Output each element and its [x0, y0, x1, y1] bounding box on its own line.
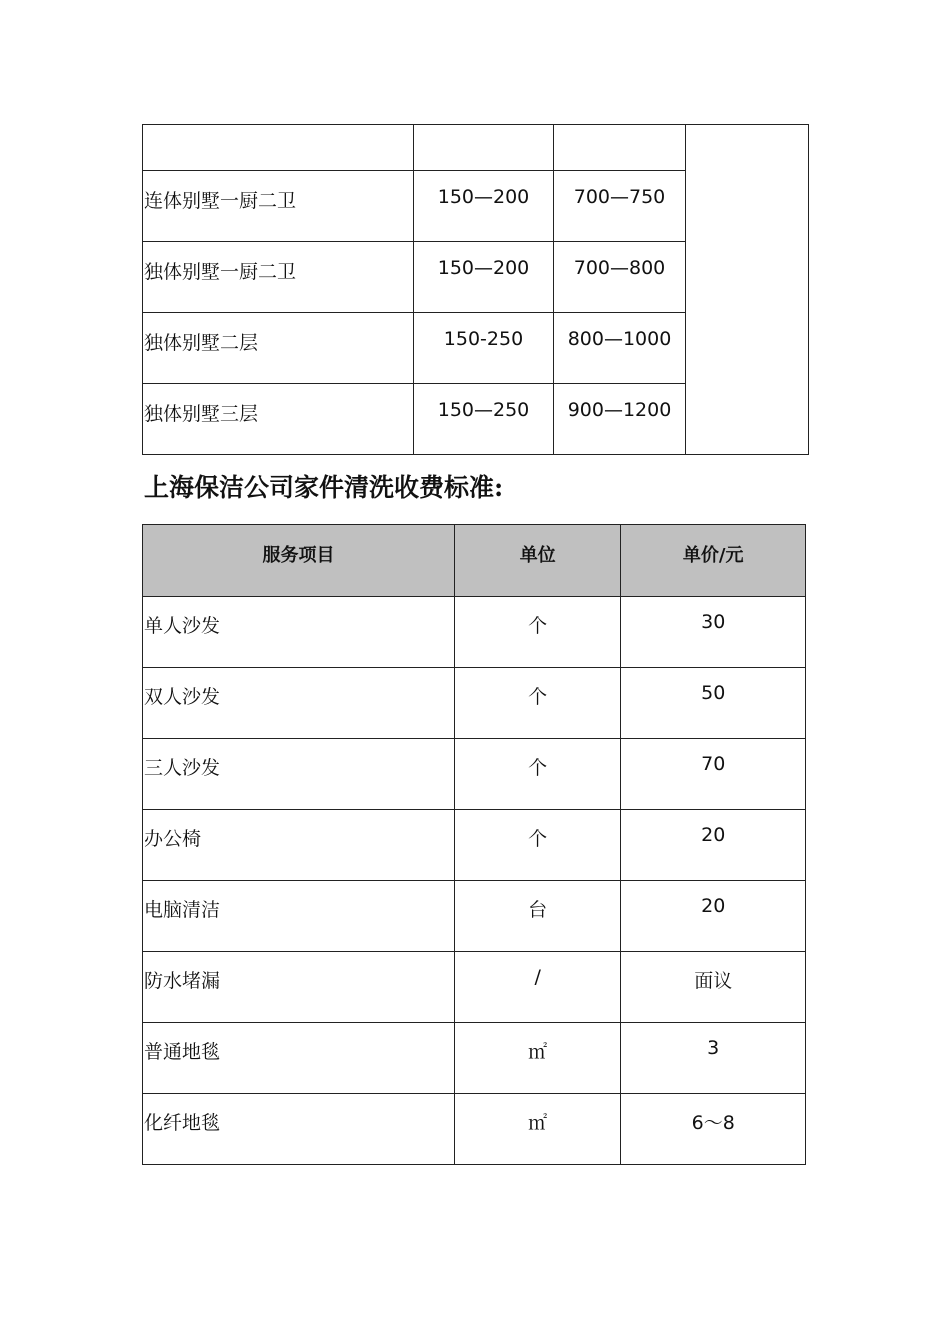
- villa-type: 独体别墅二层: [143, 313, 414, 384]
- villa-area: 150—200: [414, 171, 554, 242]
- service-unit: 个: [454, 739, 621, 810]
- table-row: [143, 881, 806, 952]
- service-price: 70: [621, 739, 806, 810]
- villa-area: 150—200: [414, 242, 554, 313]
- table-header-row: [143, 525, 806, 597]
- service-item: 普通地毯: [143, 1023, 455, 1094]
- service-unit: 个: [454, 810, 621, 881]
- table-row: [143, 125, 809, 171]
- column-header-item: 服务项目: [143, 525, 455, 597]
- service-item: 电脑清洁: [143, 881, 455, 952]
- service-price: 30: [621, 597, 806, 668]
- service-unit: ㎡: [454, 1023, 621, 1094]
- table-cell: [143, 125, 414, 171]
- table-row: [143, 810, 806, 881]
- service-item: 办公椅: [143, 810, 455, 881]
- service-unit: 台: [454, 881, 621, 952]
- service-price: 20: [621, 810, 806, 881]
- service-price: 6～8: [621, 1094, 806, 1165]
- service-item: 化纤地毯: [143, 1094, 455, 1165]
- villa-price-table: [142, 124, 809, 455]
- furniture-cleaning-table: [142, 524, 806, 1165]
- service-price: 3: [621, 1023, 806, 1094]
- service-unit: 个: [454, 597, 621, 668]
- service-price: 面议: [621, 952, 806, 1023]
- service-unit: /: [454, 952, 621, 1023]
- villa-price: 800—1000: [554, 313, 686, 384]
- service-price: 50: [621, 668, 806, 739]
- table-row: [143, 952, 806, 1023]
- villa-type: 连体别墅一厨二卫: [143, 171, 414, 242]
- service-item: 单人沙发: [143, 597, 455, 668]
- service-unit: ㎡: [454, 1094, 621, 1165]
- service-item: 三人沙发: [143, 739, 455, 810]
- table-row: [143, 739, 806, 810]
- table-row: [143, 597, 806, 668]
- service-price: 20: [621, 881, 806, 952]
- table-cell: [554, 125, 686, 171]
- service-item: 双人沙发: [143, 668, 455, 739]
- table-row: [143, 668, 806, 739]
- section-heading: 上海保洁公司家件清洗收费标准:: [144, 473, 504, 502]
- service-item: 防水堵漏: [143, 952, 455, 1023]
- table-row: [143, 1094, 806, 1165]
- villa-price: 700—800: [554, 242, 686, 313]
- villa-area: 150-250: [414, 313, 554, 384]
- villa-type: 独体别墅一厨二卫: [143, 242, 414, 313]
- service-unit: 个: [454, 668, 621, 739]
- villa-price: 900—1200: [554, 384, 686, 455]
- table-row: [143, 1023, 806, 1094]
- villa-type: 独体别墅三层: [143, 384, 414, 455]
- villa-area: 150—250: [414, 384, 554, 455]
- villa-price: 700—750: [554, 171, 686, 242]
- merged-note-cell: [686, 125, 809, 455]
- table-cell: [414, 125, 554, 171]
- column-header-unit: 单位: [454, 525, 621, 597]
- column-header-price: 单价/元: [621, 525, 806, 597]
